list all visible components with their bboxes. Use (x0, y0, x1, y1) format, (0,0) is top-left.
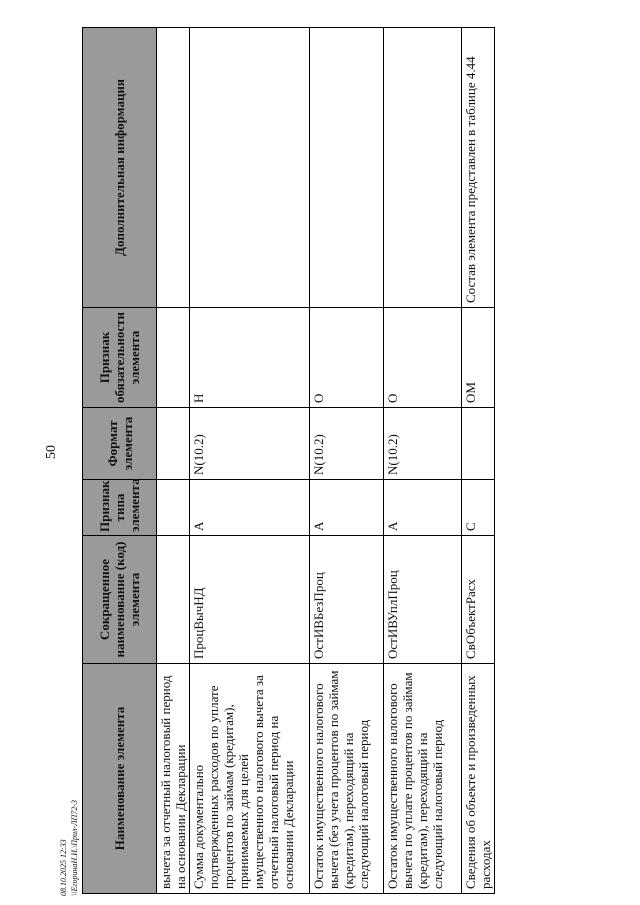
header-code: Сокращенное наименование (код) элемента (83, 536, 157, 664)
cell-code (157, 536, 190, 664)
header-name: Наименование элемента (83, 664, 157, 894)
elements-table-container (82, 28, 493, 894)
cell-required: О (310, 308, 384, 408)
table-header-row (83, 28, 157, 894)
header-info: Дополнительная информация (83, 28, 157, 308)
table-row (310, 28, 384, 894)
cell-required: ОМ (462, 308, 495, 408)
cell-type (157, 480, 190, 536)
cell-info (190, 28, 310, 308)
cell-info (310, 28, 384, 308)
cell-required: Н (190, 308, 310, 408)
cell-name: вычета за отчетный налоговый период на основании Декларации (157, 664, 190, 894)
cell-format (157, 408, 190, 480)
elements-table (82, 27, 495, 894)
cell-type: С (462, 480, 495, 536)
cell-type: А (384, 480, 462, 536)
table-row (157, 28, 190, 894)
header-type: Признак типа элемента (83, 480, 157, 536)
cell-info (384, 28, 462, 308)
cell-code: ПроцВычНД (190, 536, 310, 664)
page-number: 50 (44, 445, 59, 459)
cell-name: Остаток имущественного налогового вычета по уплате процентов по займам (кредитам), переходящий на следующий налоговый период (384, 664, 462, 894)
header-required: Признак обязательности элемента (83, 308, 157, 408)
cell-format: N(10.2) (310, 408, 384, 480)
cell-info (157, 28, 190, 308)
table-row (462, 28, 495, 894)
cell-name: Сумма документально подтвержденных расходов по уплате процентов по займам (кредитам), принимаемых для целей имущественного налогового вычета за отчетный налоговый период на основании Декларации (190, 664, 310, 894)
cell-format (462, 408, 495, 480)
cell-format: N(10.2) (190, 408, 310, 480)
cell-code: СвОбъектРасх (462, 536, 495, 664)
cell-code: ОстИВБезПроц (310, 536, 384, 664)
cell-type: А (190, 480, 310, 536)
cell-name: Остаток имущественного налогового вычета (без учета процентов по займам (кредитам), переходящий на следующий налоговый период (310, 664, 384, 894)
header-format: Формат элемента (83, 408, 157, 480)
cell-name: Сведения об объекте и произведенных расходах (462, 664, 495, 894)
footer-timestamp: 08.10.2025 12:33 (59, 839, 68, 896)
cell-required: О (384, 308, 462, 408)
cell-type: А (310, 480, 384, 536)
cell-info: Состав элемента представлен в таблице 4.44 (462, 28, 495, 308)
cell-format: N(10.2) (384, 408, 462, 480)
table-row (384, 28, 462, 894)
footer-path: \\ЕгоринаН.И.\Прил-ЛП72-3 (70, 800, 79, 896)
table-row (190, 28, 310, 894)
cell-code: ОстИВУплПроц (384, 536, 462, 664)
cell-required (157, 308, 190, 408)
